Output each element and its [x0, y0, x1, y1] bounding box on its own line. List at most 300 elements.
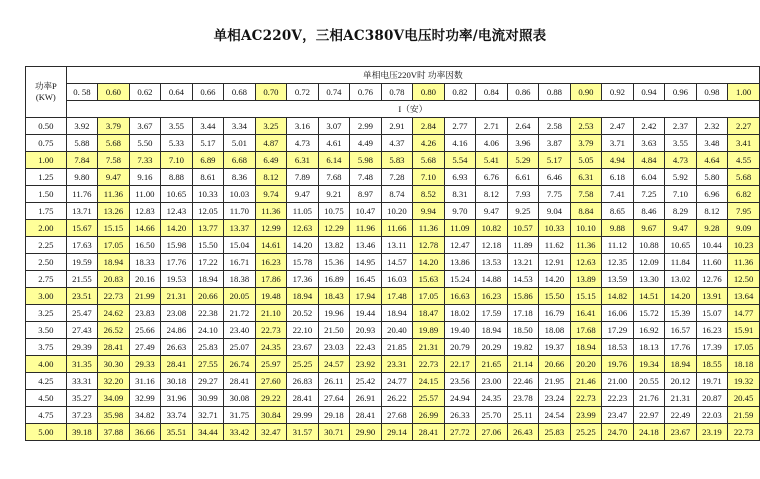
current-value-cell: 23.51 [66, 288, 98, 305]
current-value-cell: 18.94 [570, 339, 602, 356]
current-value-cell: 4.94 [602, 152, 634, 169]
current-value-cell: 5.98 [350, 152, 382, 169]
current-value-cell: 24.54 [539, 407, 571, 424]
current-value-cell: 19.76 [602, 356, 634, 373]
current-value-cell: 3.41 [728, 135, 760, 152]
current-value-cell: 7.84 [66, 152, 98, 169]
current-value-cell: 19.48 [255, 288, 287, 305]
current-value-cell: 21.10 [255, 305, 287, 322]
current-value-cell: 7.10 [413, 169, 445, 186]
current-value-cell: 9.09 [728, 220, 760, 237]
power-factor-cell: 0.80 [413, 84, 445, 101]
current-value-cell: 12.76 [696, 271, 728, 288]
current-value-cell: 17.59 [476, 305, 508, 322]
current-value-cell: 12.29 [318, 220, 350, 237]
current-value-cell: 11.36 [413, 220, 445, 237]
current-value-cell: 5.41 [476, 152, 508, 169]
current-value-cell: 23.83 [129, 305, 161, 322]
power-factor-cell: 0.60 [98, 84, 130, 101]
current-value-cell: 18.08 [539, 322, 571, 339]
current-value-cell: 23.31 [381, 356, 413, 373]
current-value-cell: 4.55 [728, 152, 760, 169]
current-value-cell: 8.12 [476, 186, 508, 203]
current-value-cell: 15.78 [287, 254, 319, 271]
current-value-cell: 4.73 [287, 135, 319, 152]
current-value-cell: 4.64 [696, 152, 728, 169]
current-value-cell: 9.47 [98, 169, 130, 186]
table-row [26, 356, 760, 373]
current-value-cell: 16.89 [318, 271, 350, 288]
current-value-cell: 18.53 [602, 339, 634, 356]
current-value-cell: 11.05 [287, 203, 319, 220]
current-value-cell: 2.37 [665, 118, 697, 135]
current-value-cell: 4.73 [665, 152, 697, 169]
current-value-cell: 32.47 [255, 424, 287, 441]
table-row [26, 237, 760, 254]
current-value-cell: 3.92 [66, 118, 98, 135]
power-value-cell: 5.00 [26, 424, 67, 441]
power-column-header: 功率P (KW) [26, 67, 67, 118]
power-value-cell: 1.25 [26, 169, 67, 186]
current-value-cell: 12.18 [476, 237, 508, 254]
current-value-cell: 26.99 [413, 407, 445, 424]
current-value-cell: 31.35 [66, 356, 98, 373]
current-value-cell: 22.10 [287, 322, 319, 339]
current-value-cell: 22.49 [665, 407, 697, 424]
current-value-cell: 22.43 [350, 339, 382, 356]
current-value-cell: 30.18 [161, 373, 193, 390]
power-factor-cell: 0.96 [665, 84, 697, 101]
current-value-cell: 20.66 [539, 356, 571, 373]
current-value-cell: 19.71 [696, 373, 728, 390]
current-value-cell: 34.44 [192, 424, 224, 441]
current-value-cell: 12.50 [728, 271, 760, 288]
current-value-cell: 20.79 [444, 339, 476, 356]
current-value-cell: 24.94 [444, 390, 476, 407]
power-value-cell: 4.75 [26, 407, 67, 424]
power-value-cell: 3.50 [26, 322, 67, 339]
current-value-cell: 6.68 [224, 152, 256, 169]
current-value-cell: 30.84 [255, 407, 287, 424]
current-value-cell: 39.18 [66, 424, 98, 441]
current-value-cell: 33.31 [66, 373, 98, 390]
current-value-cell: 29.18 [318, 407, 350, 424]
current-value-cell: 6.49 [255, 152, 287, 169]
current-value-cell: 8.12 [696, 203, 728, 220]
current-value-cell: 28.41 [98, 339, 130, 356]
current-value-cell: 14.57 [381, 254, 413, 271]
power-factor-cell: 0.84 [476, 84, 508, 101]
current-value-cell: 3.63 [633, 135, 665, 152]
current-value-cell: 13.11 [381, 237, 413, 254]
current-value-cell: 2.77 [444, 118, 476, 135]
power-factor-cell: 0.98 [696, 84, 728, 101]
current-value-cell: 6.46 [539, 169, 571, 186]
current-value-cell: 7.89 [287, 169, 319, 186]
current-value-cell: 11.36 [728, 254, 760, 271]
current-value-cell: 19.40 [444, 322, 476, 339]
current-value-cell: 23.40 [224, 322, 256, 339]
current-value-cell: 3.67 [129, 118, 161, 135]
power-factor-group-header: 单相电压220V时 功率因数 [66, 67, 759, 84]
current-value-cell: 15.24 [444, 271, 476, 288]
current-value-cell: 12.43 [161, 203, 193, 220]
current-value-cell: 19.32 [728, 373, 760, 390]
power-factor-cell: 0.64 [161, 84, 193, 101]
current-value-cell: 20.52 [287, 305, 319, 322]
current-value-cell: 28.41 [287, 390, 319, 407]
current-value-cell: 11.84 [665, 254, 697, 271]
current-value-cell: 13.86 [444, 254, 476, 271]
current-value-cell: 25.66 [129, 322, 161, 339]
current-value-cell: 3.96 [507, 135, 539, 152]
power-factor-cell: 0.70 [255, 84, 287, 101]
current-value-cell: 27.64 [318, 390, 350, 407]
current-value-cell: 9.47 [476, 203, 508, 220]
current-value-cell: 13.46 [350, 237, 382, 254]
table-row [26, 322, 760, 339]
table-row [26, 135, 760, 152]
power-factor-cell: 0.62 [129, 84, 161, 101]
current-value-cell: 2.58 [539, 118, 571, 135]
current-value-cell: 15.36 [318, 254, 350, 271]
current-value-cell: 9.47 [665, 220, 697, 237]
current-value-cell: 17.18 [507, 305, 539, 322]
current-value-cell: 21.76 [633, 390, 665, 407]
current-value-cell: 11.66 [381, 220, 413, 237]
current-value-cell: 10.57 [507, 220, 539, 237]
current-value-cell: 8.46 [633, 203, 665, 220]
current-value-cell: 5.50 [129, 135, 161, 152]
current-value-cell: 11.76 [66, 186, 98, 203]
power-value-cell: 4.25 [26, 373, 67, 390]
current-value-cell: 9.67 [633, 220, 665, 237]
current-value-cell: 27.06 [476, 424, 508, 441]
current-value-cell: 25.83 [539, 424, 571, 441]
current-value-cell: 18.50 [507, 322, 539, 339]
current-value-cell: 26.83 [287, 373, 319, 390]
current-value-cell: 29.22 [255, 390, 287, 407]
current-value-cell: 18.94 [98, 254, 130, 271]
power-factor-cell: 0.92 [602, 84, 634, 101]
current-value-cell: 12.47 [444, 237, 476, 254]
current-value-cell: 7.25 [633, 186, 665, 203]
current-value-cell: 28.41 [161, 356, 193, 373]
current-value-cell: 11.36 [98, 186, 130, 203]
current-value-cell: 19.89 [413, 322, 445, 339]
power-factor-cell: 0.66 [192, 84, 224, 101]
current-value-cell: 20.29 [476, 339, 508, 356]
current-value-cell: 8.31 [444, 186, 476, 203]
current-value-cell: 4.26 [413, 135, 445, 152]
current-value-cell: 9.16 [129, 169, 161, 186]
current-value-cell: 12.99 [255, 220, 287, 237]
table-row [26, 339, 760, 356]
power-value-cell: 2.50 [26, 254, 67, 271]
current-value-cell: 13.91 [696, 288, 728, 305]
power-value-cell: 3.75 [26, 339, 67, 356]
power-factor-cell: 0.72 [287, 84, 319, 101]
current-value-cell: 23.67 [665, 424, 697, 441]
current-value-cell: 22.23 [602, 390, 634, 407]
power-factor-cell: 0.74 [318, 84, 350, 101]
current-value-cell: 4.16 [444, 135, 476, 152]
power-value-cell: 4.00 [26, 356, 67, 373]
current-value-cell: 26.63 [161, 339, 193, 356]
current-value-cell: 26.52 [98, 322, 130, 339]
current-value-cell: 7.58 [570, 186, 602, 203]
current-value-cell: 21.65 [476, 356, 508, 373]
current-value-cell: 26.74 [224, 356, 256, 373]
current-value-cell: 2.32 [696, 118, 728, 135]
current-value-cell: 13.21 [507, 254, 539, 271]
power-factor-cell: 0. 58 [66, 84, 98, 101]
table-row [26, 220, 760, 237]
power-factor-cell: 1.00 [728, 84, 760, 101]
power-factor-cell: 0.90 [570, 84, 602, 101]
current-value-cell: 9.28 [696, 220, 728, 237]
current-value-cell: 3.34 [224, 118, 256, 135]
current-value-cell: 20.20 [570, 356, 602, 373]
power-value-cell: 1.00 [26, 152, 67, 169]
current-value-cell: 5.80 [696, 169, 728, 186]
current-value-cell: 15.98 [161, 237, 193, 254]
current-value-cell: 5.83 [381, 152, 413, 169]
current-value-cell: 3.07 [318, 118, 350, 135]
current-value-cell: 2.64 [507, 118, 539, 135]
current-value-cell: 14.66 [129, 220, 161, 237]
current-value-cell: 2.99 [350, 118, 382, 135]
current-value-cell: 15.15 [98, 220, 130, 237]
current-value-cell: 13.82 [318, 237, 350, 254]
table-row [26, 424, 760, 441]
table-row [26, 271, 760, 288]
current-value-cell: 14.51 [633, 288, 665, 305]
current-value-cell: 5.88 [66, 135, 98, 152]
current-value-cell: 30.08 [224, 390, 256, 407]
current-value-cell: 9.74 [255, 186, 287, 203]
current-value-cell: 15.72 [633, 305, 665, 322]
current-value-cell: 17.05 [98, 237, 130, 254]
power-value-cell: 2.75 [26, 271, 67, 288]
current-value-cell: 6.18 [602, 169, 634, 186]
current-value-cell: 17.76 [665, 339, 697, 356]
current-value-cell: 15.15 [570, 288, 602, 305]
current-value-cell: 21.50 [318, 322, 350, 339]
current-value-cell: 26.22 [381, 390, 413, 407]
current-value-cell: 23.08 [161, 305, 193, 322]
current-value-cell: 18.55 [696, 356, 728, 373]
current-value-cell: 10.33 [539, 220, 571, 237]
current-value-cell: 5.05 [570, 152, 602, 169]
current-value-cell: 19.82 [507, 339, 539, 356]
current-value-cell: 12.05 [192, 203, 224, 220]
current-value-cell: 22.97 [633, 407, 665, 424]
current-value-cell: 20.93 [350, 322, 382, 339]
current-value-cell: 5.17 [192, 135, 224, 152]
table-row [26, 288, 760, 305]
current-value-cell: 17.22 [192, 254, 224, 271]
current-value-cell: 10.20 [381, 203, 413, 220]
current-value-cell: 2.84 [413, 118, 445, 135]
current-value-cell: 18.18 [728, 356, 760, 373]
current-value-cell: 24.70 [602, 424, 634, 441]
current-value-cell: 13.59 [602, 271, 634, 288]
current-value-cell: 29.14 [381, 424, 413, 441]
current-value-cell: 21.95 [539, 373, 571, 390]
current-value-cell: 18.02 [444, 305, 476, 322]
current-value-cell: 21.85 [381, 339, 413, 356]
current-value-cell: 7.10 [665, 186, 697, 203]
current-value-cell: 5.29 [507, 152, 539, 169]
current-value-cell: 37.88 [98, 424, 130, 441]
current-value-cell: 21.72 [224, 305, 256, 322]
current-value-cell: 2.53 [570, 118, 602, 135]
current-value-cell: 7.75 [539, 186, 571, 203]
current-value-cell: 22.73 [413, 356, 445, 373]
current-value-cell: 16.23 [255, 254, 287, 271]
current-value-cell: 6.82 [728, 186, 760, 203]
current-value-cell: 3.79 [98, 118, 130, 135]
current-value-cell: 35.98 [98, 407, 130, 424]
current-value-cell: 25.25 [287, 356, 319, 373]
current-value-cell: 11.09 [444, 220, 476, 237]
current-value-cell: 21.55 [66, 271, 98, 288]
current-value-cell: 31.75 [224, 407, 256, 424]
current-value-cell: 8.88 [161, 169, 193, 186]
current-value-cell: 26.91 [350, 390, 382, 407]
current-value-cell: 6.76 [476, 169, 508, 186]
current-value-cell: 27.55 [192, 356, 224, 373]
power-value-cell: 4.50 [26, 390, 67, 407]
current-value-cell: 11.70 [224, 203, 256, 220]
current-value-cell: 16.71 [224, 254, 256, 271]
current-value-cell: 10.33 [192, 186, 224, 203]
power-factor-cell: 0.94 [633, 84, 665, 101]
current-value-cell: 32.71 [192, 407, 224, 424]
current-value-cell: 14.20 [539, 271, 571, 288]
current-value-cell: 25.07 [224, 339, 256, 356]
current-value-cell: 15.67 [66, 220, 98, 237]
current-value-cell: 12.63 [287, 220, 319, 237]
current-value-cell: 18.94 [476, 322, 508, 339]
current-value-cell: 6.04 [633, 169, 665, 186]
current-value-cell: 20.12 [665, 373, 697, 390]
current-value-cell: 16.50 [129, 237, 161, 254]
current-value-cell: 22.03 [696, 407, 728, 424]
current-value-cell: 17.48 [381, 288, 413, 305]
current-value-cell: 24.86 [161, 322, 193, 339]
current-value-cell: 10.65 [161, 186, 193, 203]
power-value-cell: 2.00 [26, 220, 67, 237]
current-value-cell: 36.66 [129, 424, 161, 441]
current-value-cell: 11.36 [570, 237, 602, 254]
current-value-cell: 15.04 [224, 237, 256, 254]
current-value-cell: 16.23 [696, 322, 728, 339]
current-value-cell: 8.65 [602, 203, 634, 220]
current-value-cell: 5.92 [665, 169, 697, 186]
current-value-cell: 10.23 [728, 237, 760, 254]
current-value-cell: 17.86 [255, 271, 287, 288]
current-value-cell: 18.38 [224, 271, 256, 288]
current-value-cell: 15.91 [728, 322, 760, 339]
current-value-cell: 21.99 [129, 288, 161, 305]
table-row [26, 118, 760, 135]
current-value-cell: 10.44 [696, 237, 728, 254]
current-value-cell: 35.51 [161, 424, 193, 441]
current-value-cell: 11.62 [539, 237, 571, 254]
current-value-cell: 22.38 [192, 305, 224, 322]
current-value-cell: 27.49 [129, 339, 161, 356]
current-value-cell: 6.61 [507, 169, 539, 186]
current-value-cell: 16.45 [350, 271, 382, 288]
current-value-cell: 32.20 [98, 373, 130, 390]
current-value-cell: 23.00 [476, 373, 508, 390]
current-value-cell: 17.76 [161, 254, 193, 271]
current-value-cell: 29.99 [287, 407, 319, 424]
current-value-cell: 15.39 [665, 305, 697, 322]
current-value-cell: 4.49 [350, 135, 382, 152]
current-value-cell: 3.48 [696, 135, 728, 152]
current-value-cell: 14.88 [476, 271, 508, 288]
current-value-cell: 17.68 [570, 322, 602, 339]
current-value-cell: 23.67 [287, 339, 319, 356]
current-value-cell: 9.80 [66, 169, 98, 186]
current-value-cell: 5.54 [444, 152, 476, 169]
current-value-cell: 6.89 [192, 152, 224, 169]
current-value-cell: 7.93 [507, 186, 539, 203]
current-value-cell: 17.29 [602, 322, 634, 339]
current-value-cell: 13.77 [192, 220, 224, 237]
current-value-cell: 4.06 [476, 135, 508, 152]
power-factor-cell: 0.78 [381, 84, 413, 101]
current-value-cell: 21.46 [570, 373, 602, 390]
current-value-cell: 5.68 [98, 135, 130, 152]
current-value-cell: 21.00 [602, 373, 634, 390]
current-value-cell: 27.72 [444, 424, 476, 441]
current-value-cell: 9.25 [507, 203, 539, 220]
current-value-cell: 18.94 [665, 356, 697, 373]
current-value-cell: 13.89 [570, 271, 602, 288]
current-value-cell: 19.59 [66, 254, 98, 271]
current-value-cell: 7.95 [728, 203, 760, 220]
current-value-cell: 3.44 [192, 118, 224, 135]
power-value-cell: 1.75 [26, 203, 67, 220]
current-value-cell: 7.10 [161, 152, 193, 169]
current-value-cell: 18.47 [413, 305, 445, 322]
current-value-cell: 8.52 [413, 186, 445, 203]
current-value-cell: 6.96 [696, 186, 728, 203]
current-value-cell: 4.61 [318, 135, 350, 152]
current-value-cell: 7.41 [602, 186, 634, 203]
current-value-cell: 17.36 [287, 271, 319, 288]
current-value-cell: 24.35 [476, 390, 508, 407]
current-value-cell: 30.30 [98, 356, 130, 373]
current-value-cell: 24.18 [633, 424, 665, 441]
table-row [26, 152, 760, 169]
current-value-cell: 9.04 [539, 203, 571, 220]
power-factor-cell: 0.88 [539, 84, 571, 101]
current-value-cell: 16.23 [476, 288, 508, 305]
current-value-cell: 15.63 [413, 271, 445, 288]
current-value-cell: 5.01 [224, 135, 256, 152]
current-value-cell: 29.90 [350, 424, 382, 441]
current-value-cell: 20.45 [728, 390, 760, 407]
current-value-cell: 19.96 [318, 305, 350, 322]
current-value-cell: 17.05 [413, 288, 445, 305]
current-value-cell: 11.12 [602, 237, 634, 254]
current-value-cell: 24.10 [192, 322, 224, 339]
